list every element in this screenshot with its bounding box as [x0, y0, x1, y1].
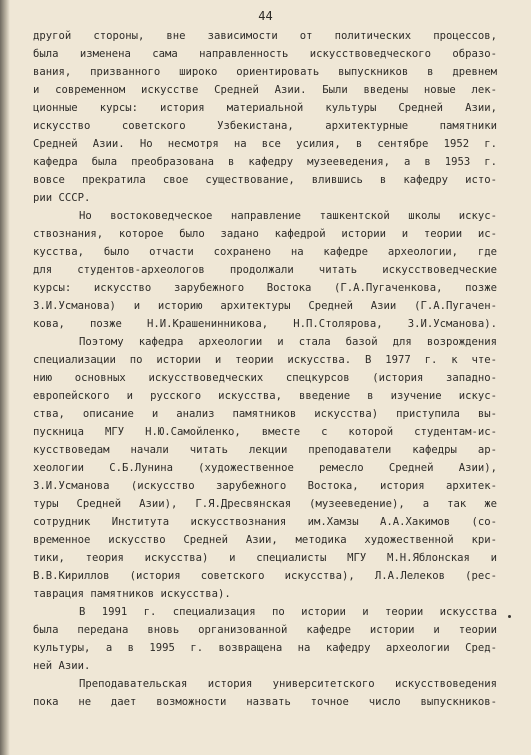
text-line: рии СССР.: [33, 192, 91, 204]
text-line: пускница МГУ Н.Ю.Самойленко, вместе с которой студентам-ис-: [33, 426, 497, 438]
margin-ink-dot: [508, 615, 511, 618]
text-line: кусства, было отчасти сохранено на кафедре археологии, где: [33, 246, 497, 258]
text-line: вовсе прекратила свое существование, влившись в кафедру исто-: [33, 174, 497, 186]
text-line: культуры, а в 1995 г. возвращена на кафедру археологии Сред-: [33, 642, 497, 654]
body-text: [33, 27, 497, 711]
text-line: В.В.Кириллов (история советского искусства), Л.А.Лелеков (рес-: [33, 570, 497, 582]
text-line: вания, призванного широко ориентировать выпускников в древнем: [33, 66, 497, 78]
text-line: другой стороны, вне зависимости от политических процессов,: [33, 30, 497, 42]
text-line: кова, позже Н.И.Крашенинникова, Н.П.Столярова, З.И.Усманова).: [33, 318, 497, 330]
text-line: ствознания, которое было задано кафедрой истории и теории ис-: [33, 228, 497, 240]
text-line: кусствоведам начали читать лекции преподаватели кафедры ар-: [33, 444, 497, 456]
text-line: ционные курсы: история материальной культуры Средней Азии,: [33, 102, 497, 114]
paragraph-first-line: Преподавательская история университетского искусствоведения: [79, 678, 497, 690]
text-line: З.И.Усманова (искусство зарубежного Востока, история архитек-: [33, 480, 497, 492]
text-line: курсы: искусство зарубежного Востока (Г.А.Пугаченкова, позже: [33, 282, 497, 294]
text-line: ства, описание и анализ памятников искусства) приступила вы-: [33, 408, 497, 420]
page-edge-shadow: [0, 0, 10, 755]
text-line: искусство советского Узбекистана, архитектурные памятники: [33, 120, 497, 132]
text-line: была изменена сама направленность искусствоведческого образо-: [33, 48, 497, 60]
page-number: 44: [258, 9, 273, 23]
text-line: таврация памятников искусства).: [33, 588, 231, 600]
paragraph-first-line: Поэтому кафедра археологии и стала базой для возрождения: [79, 336, 497, 348]
text-line: для студентов-археологов продолжали читать искусствоведческие: [33, 264, 497, 276]
text-line: сотрудник Института искусствознания им.Хамзы А.А.Хакимов (со-: [33, 516, 497, 528]
text-line: тики, теория искусства) и специалисты МГУ М.Н.Яблонская и: [33, 552, 497, 564]
text-line: нию основных искусствоведческих спецкурсов (история западно-: [33, 372, 497, 384]
paragraph-first-line: В 1991 г. специализация по истории и теории искусства: [79, 606, 497, 618]
text-line: и современном искусстве Средней Азии. Были введены новые лек-: [33, 84, 497, 96]
text-line: туры Средней Азии), Г.Я.Дресвянская (музееведение), а так же: [33, 498, 497, 510]
text-line: хеологии С.Б.Лунина (художественное ремесло Средней Азии),: [33, 462, 497, 474]
text-line: кафедра была преобразована в кафедру музееведения, а в 1953 г.: [33, 156, 497, 168]
text-line: европейского и русского искусства, введение в изучение искус-: [33, 390, 497, 402]
text-line: ней Азии.: [33, 660, 91, 672]
paragraph-first-line: Но востоковедческое направление ташкентской школы искус-: [79, 210, 497, 222]
text-line: временное искусство Средней Азии, методика художественной кри-: [33, 534, 497, 546]
text-line: Средней Азии. Но несмотря на все усилия, в сентябре 1952 г.: [33, 138, 497, 150]
text-line: пока не дает возможности назвать точное число выпускников-: [33, 696, 497, 708]
text-line: З.И.Усманова) и историю архитектуры Средней Азии (Г.А.Пугачен-: [33, 300, 497, 312]
text-line: была передана вновь организованной кафедре истории и теории: [33, 624, 497, 636]
text-line: специализации по истории и теории искусства. В 1977 г. к чте-: [33, 354, 497, 366]
